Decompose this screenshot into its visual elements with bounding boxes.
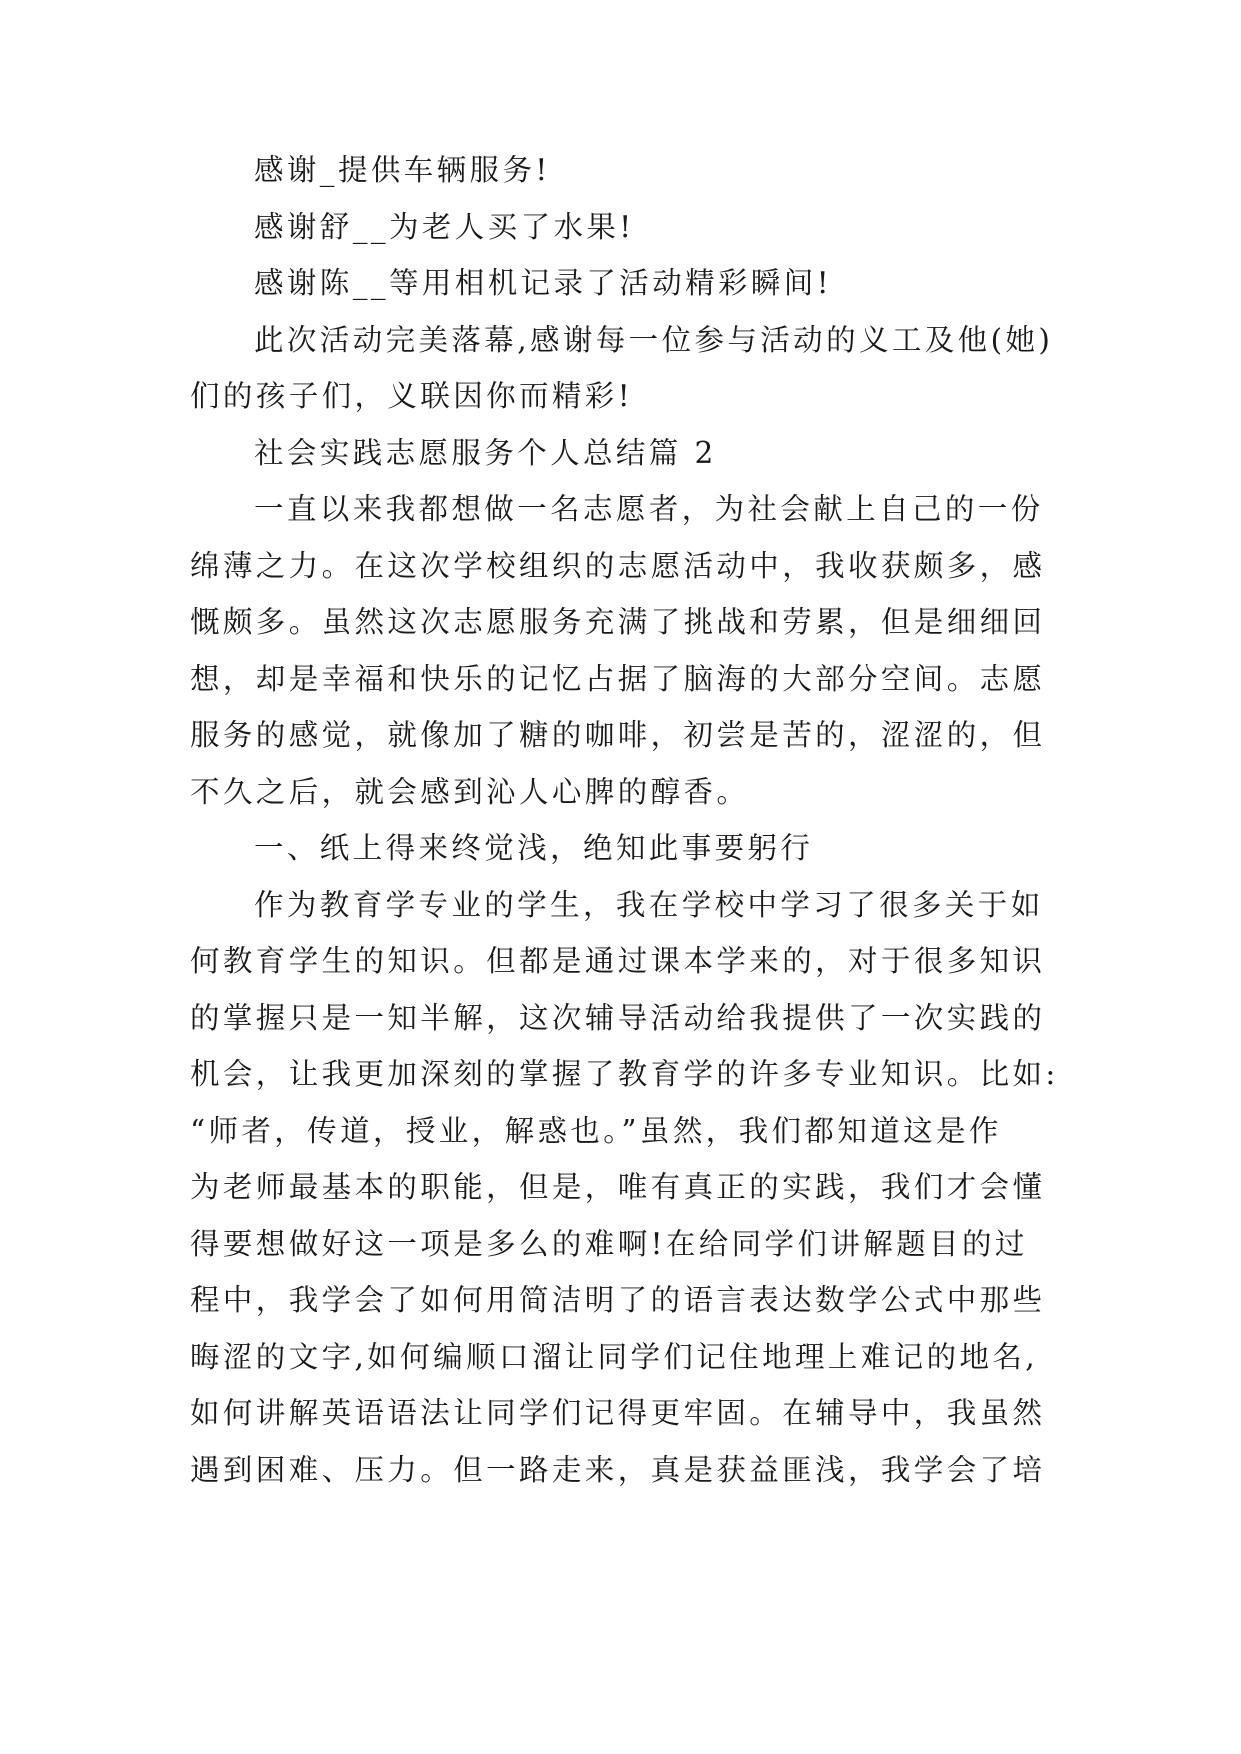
document-line: 如何讲解英语语法让同学们记得更牢固。在辅导中，我虽然	[190, 1396, 1046, 1430]
document-line: 机会，让我更加深刻的掌握了教育学的许多专业知识。比如:	[190, 1057, 1059, 1091]
document-line: 晦涩的文字,如何编顺口溜让同学们记住地理上难记的地名,	[190, 1340, 1039, 1374]
document-line: 慨颇多。虽然这次志愿服务充满了挑战和劳累，但是细细回	[190, 605, 1046, 639]
document-line: 一、纸上得来终觉浅，绝知此事要躬行	[254, 831, 814, 865]
document-line: 得要想做好这一项是多么的难啊!在给同学们讲解题目的过	[190, 1227, 1028, 1261]
document-line: 的掌握只是一知半解，这次辅导活动给我提供了一次实践的	[190, 1001, 1046, 1035]
document-line: 作为教育学专业的学生，我在学校中学习了很多关于如	[254, 888, 1044, 922]
document-line: 程中，我学会了如何用简洁明了的语言表达数学公式中那些	[190, 1283, 1046, 1317]
document-line: 一直以来我都想做一名志愿者，为社会献上自己的一份	[254, 492, 1044, 526]
document-line: “师者，传道，授业，解惑也。”虽然，我们都知道这是作	[190, 1114, 1002, 1148]
document-line: 不久之后，就会感到沁人心脾的醇香。	[190, 775, 750, 809]
document-line: 们的孩子们，义联因你而精彩!	[190, 379, 633, 413]
document-line: 为老师最基本的职能，但是，唯有真正的实践，我们才会懂	[190, 1170, 1046, 1204]
document-line: 想，却是幸福和快乐的记忆占据了脑海的大部分空间。志愿	[190, 662, 1046, 696]
document-line: 感谢陈__等用相机记录了活动精彩瞬间!	[254, 266, 832, 300]
document-line: 感谢_提供车辆服务!	[254, 153, 551, 187]
document-line: 绵薄之力。在这次学校组织的志愿活动中，我收获颇多，感	[190, 549, 1046, 583]
document-line: 感谢舒__为老人买了水果!	[254, 210, 635, 244]
document-line: 此次活动完美落幕,感谢每一位参与活动的义工及他(她)	[254, 323, 1054, 357]
document-line: 社会实践志愿服务个人总结篇 2	[254, 436, 717, 470]
document-line: 何教育学生的知识。但都是通过课本学来的，对于很多知识	[190, 944, 1046, 978]
document-line: 遇到困难、压力。但一路走来，真是获益匪浅，我学会了培	[190, 1453, 1046, 1487]
document-line: 服务的感觉，就像加了糖的咖啡，初尝是苦的，涩涩的，但	[190, 718, 1046, 752]
